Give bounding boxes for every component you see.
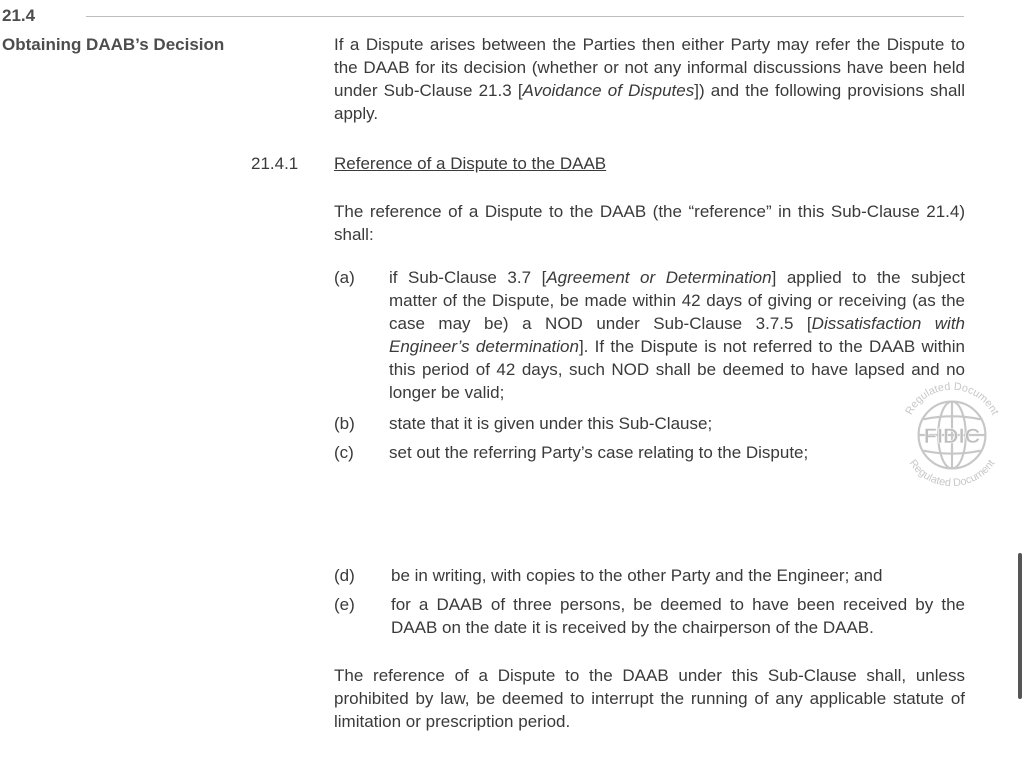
fidic-watermark [893,376,1011,494]
subclause-intro-paragraph: The reference of a Dispute to the DAAB (the “reference” in this Sub-Clause 21.4) shall: [334,202,965,244]
item-d-label: (d) [334,566,355,585]
watermark-ring-top: Regulated Document [903,380,1001,417]
item-c-text: set out the referring Party’s case relating to the Dispute; [389,443,809,462]
item-b-label: (b) [334,414,355,433]
item-b-text: state that it is given under this Sub-Clause; [389,414,713,433]
clause-number: 21.4 [2,6,36,25]
item-a-label: (a) [334,268,355,287]
watermark-brand: FIDIC [923,422,981,448]
clause-title: Obtaining DAAB’s Decision [2,35,225,54]
item-a-text: if Sub-Clause 3.7 [Agreement or Determination] applied to the subject matter of the Dispute, be made within 42 days of giving or receiving (as the case may be) a NOD under Sub-Clause 3.7.5 [Dissatisfaction with Engineer’s determination]. If the Dispute is not referred to the DAAB within this period of 42 days, such NOD shall be deemed to have lapsed and no longer be valid; [389,268,965,402]
subclause-number: 21.4.1 [251,154,299,173]
item-e-text: for a DAAB of three persons, be deemed to have been received by the DAAB on the date it is received by the chairperson of the DAAB. [391,595,965,637]
watermark-ring-bottom: Regulated Document [906,457,998,490]
header-rule [86,16,964,17]
item-c-label: (c) [334,443,354,462]
clause-intro-paragraph: If a Dispute arises between the Parties then either Party may refer the Dispute to the DAAB for its decision (whether or not any informal discussions have been held under Sub-Clause 21.3 [Avoidance of Disputes]) and the following provisions shall apply. [334,35,965,123]
closing-paragraph: The reference of a Dispute to the DAAB under this Sub-Clause shall, unless prohibited by law, be deemed to interrupt the running of any applicable statute of limitation or prescription period. [334,666,965,731]
subclause-title: Reference of a Dispute to the DAAB [334,154,607,173]
item-d-text: be in writing, with copies to the other Party and the Engineer; and [391,566,883,585]
scrollbar-thumb[interactable] [1018,553,1022,699]
item-e-label: (e) [334,595,355,614]
